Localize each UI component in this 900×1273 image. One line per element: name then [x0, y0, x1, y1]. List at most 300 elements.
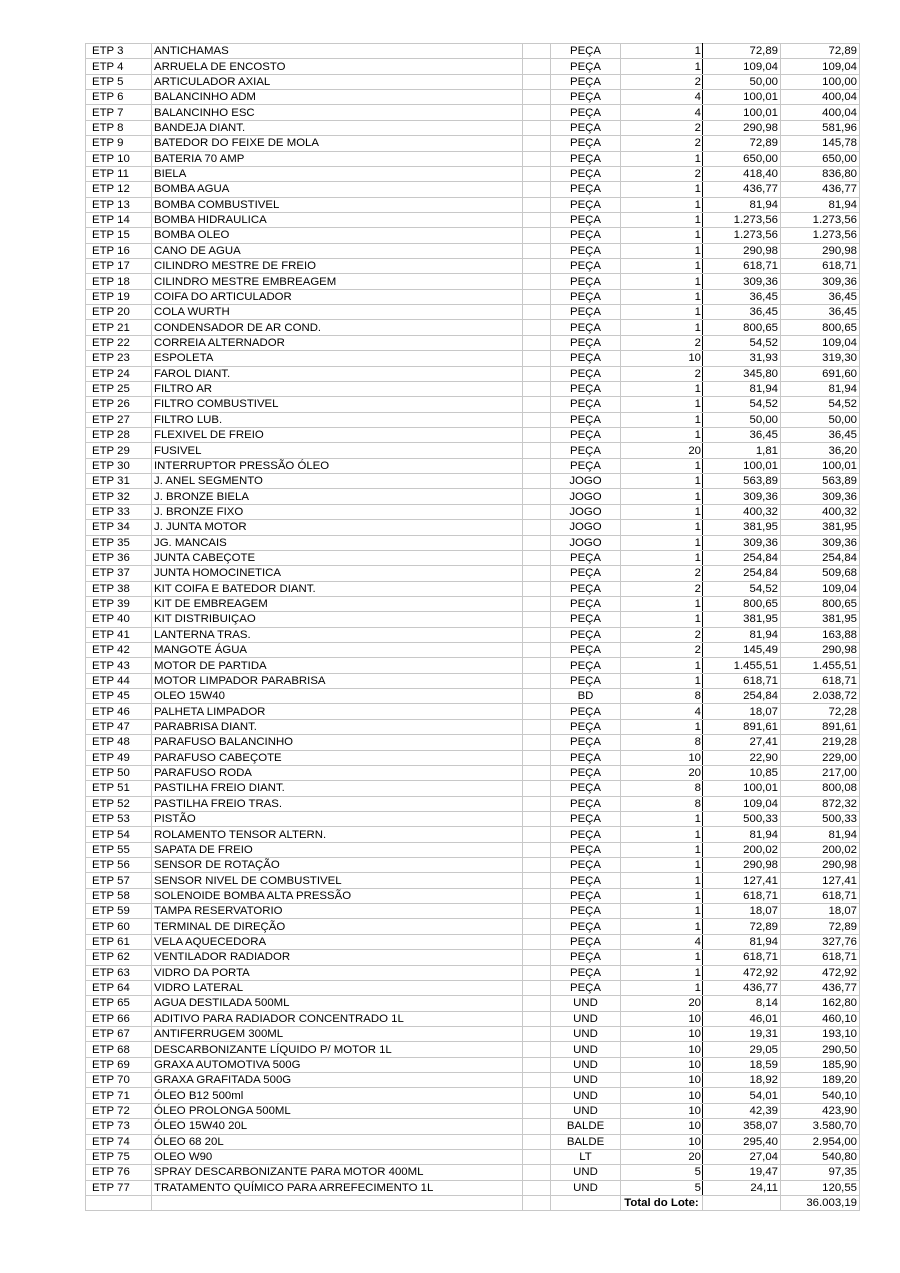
- item-unit-price: 81,94: [703, 197, 781, 212]
- item-code: ETP 75: [86, 1149, 152, 1164]
- item-unit: PEÇA: [551, 44, 621, 59]
- item-quantity: 1: [621, 980, 703, 995]
- item-unit: PEÇA: [551, 105, 621, 120]
- item-total: 290,98: [781, 858, 860, 873]
- blank-cell: [523, 735, 551, 750]
- item-code: ETP 7: [86, 105, 152, 120]
- item-unit-price: 27,41: [703, 735, 781, 750]
- item-unit-price: 290,98: [703, 243, 781, 258]
- item-total: 229,00: [781, 750, 860, 765]
- item-unit-price: 1.455,51: [703, 658, 781, 673]
- item-code: ETP 25: [86, 381, 152, 396]
- table-row: [86, 136, 860, 151]
- blank-cell: [523, 689, 551, 704]
- item-unit: PEÇA: [551, 858, 621, 873]
- item-total: 691,60: [781, 366, 860, 381]
- item-quantity: 1: [621, 520, 703, 535]
- table-row: [86, 458, 860, 473]
- table-row: [86, 888, 860, 903]
- item-unit: PEÇA: [551, 581, 621, 596]
- table-row: [86, 827, 860, 842]
- item-unit: JOGO: [551, 489, 621, 504]
- item-description: ÓLEO B12 500ml: [152, 1088, 523, 1103]
- item-total: 618,71: [781, 673, 860, 688]
- total-spacer: [86, 1195, 152, 1210]
- item-unit: PEÇA: [551, 335, 621, 350]
- item-quantity: 2: [621, 335, 703, 350]
- item-description: SAPATA DE FREIO: [152, 842, 523, 857]
- lot-items-table: [85, 43, 860, 1211]
- item-description: DESCARBONIZANTE LÍQUIDO P/ MOTOR 1L: [152, 1042, 523, 1057]
- item-total: 109,04: [781, 581, 860, 596]
- blank-cell: [523, 719, 551, 734]
- item-code: ETP 10: [86, 151, 152, 166]
- table-row: [86, 474, 860, 489]
- item-total: 127,41: [781, 873, 860, 888]
- item-unit: UND: [551, 1073, 621, 1088]
- item-code: ETP 34: [86, 520, 152, 535]
- table-row: [86, 1134, 860, 1149]
- table-row: [86, 305, 860, 320]
- item-quantity: 1: [621, 397, 703, 412]
- table-row: [86, 105, 860, 120]
- item-total: 36,45: [781, 305, 860, 320]
- table-row: [86, 197, 860, 212]
- item-description: VELA AQUECEDORA: [152, 934, 523, 949]
- table-row: [86, 166, 860, 181]
- item-description: BATEDOR DO FEIXE DE MOLA: [152, 136, 523, 151]
- table-row: [86, 59, 860, 74]
- table-row: [86, 873, 860, 888]
- item-unit-price: 100,01: [703, 105, 781, 120]
- item-quantity: 1: [621, 535, 703, 550]
- item-unit: PEÇA: [551, 904, 621, 919]
- table-row: [86, 704, 860, 719]
- item-description: J. ANEL SEGMENTO: [152, 474, 523, 489]
- item-unit: BALDE: [551, 1119, 621, 1134]
- item-description: J. BRONZE FIXO: [152, 504, 523, 519]
- item-total: 563,89: [781, 474, 860, 489]
- item-code: ETP 26: [86, 397, 152, 412]
- item-quantity: 1: [621, 612, 703, 627]
- item-unit-price: 800,65: [703, 596, 781, 611]
- item-unit: PEÇA: [551, 90, 621, 105]
- item-code: ETP 21: [86, 320, 152, 335]
- item-description: ANTIFERRUGEM 300ML: [152, 1027, 523, 1042]
- total-label: Total do Lote:: [621, 1195, 703, 1210]
- item-unit-price: 54,52: [703, 581, 781, 596]
- total-spacer: [523, 1195, 551, 1210]
- item-unit-price: 1.273,56: [703, 212, 781, 227]
- table-row: [86, 1149, 860, 1164]
- item-quantity: 1: [621, 197, 703, 212]
- item-unit: PEÇA: [551, 182, 621, 197]
- item-unit-price: 81,94: [703, 627, 781, 642]
- table-row: [86, 90, 860, 105]
- item-quantity: 2: [621, 566, 703, 581]
- item-unit: PEÇA: [551, 74, 621, 89]
- item-quantity: 1: [621, 489, 703, 504]
- blank-cell: [523, 873, 551, 888]
- blank-cell: [523, 366, 551, 381]
- item-quantity: 1: [621, 950, 703, 965]
- item-code: ETP 73: [86, 1119, 152, 1134]
- table-row: [86, 581, 860, 596]
- item-quantity: 20: [621, 996, 703, 1011]
- item-description: BALANCINHO ESC: [152, 105, 523, 120]
- table-row: [86, 274, 860, 289]
- item-quantity: 1: [621, 305, 703, 320]
- table-row: [86, 1103, 860, 1118]
- blank-cell: [523, 888, 551, 903]
- item-quantity: 10: [621, 750, 703, 765]
- item-code: ETP 23: [86, 351, 152, 366]
- item-unit: PEÇA: [551, 658, 621, 673]
- item-total: 500,33: [781, 811, 860, 826]
- item-unit-price: 109,04: [703, 59, 781, 74]
- item-description: FAROL DIANT.: [152, 366, 523, 381]
- item-code: ETP 45: [86, 689, 152, 704]
- item-total: 400,32: [781, 504, 860, 519]
- blank-cell: [523, 520, 551, 535]
- table-row: [86, 1027, 860, 1042]
- item-total: 81,94: [781, 381, 860, 396]
- item-unit-price: 72,89: [703, 44, 781, 59]
- item-code: ETP 39: [86, 596, 152, 611]
- blank-cell: [523, 658, 551, 673]
- item-unit-price: 8,14: [703, 996, 781, 1011]
- item-total: 540,10: [781, 1088, 860, 1103]
- item-description: FUSIVEL: [152, 443, 523, 458]
- item-unit: PEÇA: [551, 965, 621, 980]
- item-quantity: 1: [621, 965, 703, 980]
- item-unit: PEÇA: [551, 980, 621, 995]
- table-row: [86, 44, 860, 59]
- item-quantity: 10: [621, 1057, 703, 1072]
- item-unit-price: 1,81: [703, 443, 781, 458]
- item-total: 618,71: [781, 950, 860, 965]
- blank-cell: [523, 412, 551, 427]
- blank-cell: [523, 1042, 551, 1057]
- item-description: SENSOR NIVEL DE COMBUSTIVEL: [152, 873, 523, 888]
- item-code: ETP 12: [86, 182, 152, 197]
- item-unit-price: 29,05: [703, 1042, 781, 1057]
- blank-cell: [523, 1088, 551, 1103]
- item-total: 97,35: [781, 1165, 860, 1180]
- item-total: 509,68: [781, 566, 860, 581]
- item-unit: UND: [551, 1057, 621, 1072]
- item-total: 217,00: [781, 765, 860, 780]
- blank-cell: [523, 673, 551, 688]
- item-total: 400,04: [781, 105, 860, 120]
- table-row: [86, 1088, 860, 1103]
- blank-cell: [523, 1165, 551, 1180]
- blank-cell: [523, 59, 551, 74]
- item-unit: PEÇA: [551, 397, 621, 412]
- item-total: 1.273,56: [781, 212, 860, 227]
- table-row: [86, 228, 860, 243]
- item-code: ETP 4: [86, 59, 152, 74]
- blank-cell: [523, 950, 551, 965]
- item-total: 81,94: [781, 827, 860, 842]
- item-quantity: 1: [621, 550, 703, 565]
- item-unit-price: 290,98: [703, 858, 781, 873]
- item-total: 309,36: [781, 535, 860, 550]
- item-unit-price: 618,71: [703, 950, 781, 965]
- blank-cell: [523, 980, 551, 995]
- item-unit-price: 381,95: [703, 520, 781, 535]
- item-description: ADITIVO PARA RADIADOR CONCENTRADO 1L: [152, 1011, 523, 1026]
- item-description: BOMBA AGUA: [152, 182, 523, 197]
- blank-cell: [523, 443, 551, 458]
- item-total: 72,28: [781, 704, 860, 719]
- item-total: 2.038,72: [781, 689, 860, 704]
- blank-cell: [523, 796, 551, 811]
- item-total: 185,90: [781, 1057, 860, 1072]
- item-quantity: 1: [621, 827, 703, 842]
- item-code: ETP 20: [86, 305, 152, 320]
- item-total: 200,02: [781, 842, 860, 857]
- table-row: [86, 996, 860, 1011]
- item-quantity: 8: [621, 735, 703, 750]
- item-unit-price: 345,80: [703, 366, 781, 381]
- blank-cell: [523, 612, 551, 627]
- table-row: [86, 489, 860, 504]
- blank-cell: [523, 274, 551, 289]
- item-unit-price: 36,45: [703, 289, 781, 304]
- item-code: ETP 76: [86, 1165, 152, 1180]
- item-quantity: 1: [621, 59, 703, 74]
- item-unit-price: 472,92: [703, 965, 781, 980]
- table-row: [86, 151, 860, 166]
- blank-cell: [523, 965, 551, 980]
- item-description: PASTILHA FREIO TRAS.: [152, 796, 523, 811]
- item-code: ETP 57: [86, 873, 152, 888]
- item-total: 3.580,70: [781, 1119, 860, 1134]
- item-unit: PEÇA: [551, 596, 621, 611]
- item-quantity: 1: [621, 504, 703, 519]
- table-row: [86, 1011, 860, 1026]
- blank-cell: [523, 842, 551, 857]
- blank-cell: [523, 550, 551, 565]
- item-quantity: 8: [621, 689, 703, 704]
- blank-cell: [523, 704, 551, 719]
- item-total: 193,10: [781, 1027, 860, 1042]
- item-unit-price: 24,11: [703, 1180, 781, 1195]
- item-unit-price: 650,00: [703, 151, 781, 166]
- item-unit: PEÇA: [551, 458, 621, 473]
- item-unit-price: 36,45: [703, 427, 781, 442]
- item-unit-price: 309,36: [703, 535, 781, 550]
- item-unit-price: 50,00: [703, 74, 781, 89]
- item-code: ETP 64: [86, 980, 152, 995]
- item-code: ETP 55: [86, 842, 152, 857]
- item-code: ETP 49: [86, 750, 152, 765]
- item-code: ETP 14: [86, 212, 152, 227]
- item-description: JG. MANCAIS: [152, 535, 523, 550]
- item-total: 891,61: [781, 719, 860, 734]
- item-description: FILTRO COMBUSTIVEL: [152, 397, 523, 412]
- item-code: ETP 61: [86, 934, 152, 949]
- item-description: TAMPA RESERVATORIO: [152, 904, 523, 919]
- item-total: 72,89: [781, 44, 860, 59]
- item-unit-price: 1.273,56: [703, 228, 781, 243]
- table-row: [86, 566, 860, 581]
- item-code: ETP 53: [86, 811, 152, 826]
- item-quantity: 10: [621, 1103, 703, 1118]
- item-description: BATERIA 70 AMP: [152, 151, 523, 166]
- item-quantity: 1: [621, 888, 703, 903]
- table-row: [86, 904, 860, 919]
- item-unit: PEÇA: [551, 243, 621, 258]
- item-total: 472,92: [781, 965, 860, 980]
- item-quantity: 1: [621, 658, 703, 673]
- blank-cell: [523, 259, 551, 274]
- table-row: [86, 289, 860, 304]
- item-quantity: 1: [621, 259, 703, 274]
- item-unit: PEÇA: [551, 166, 621, 181]
- table-row: [86, 750, 860, 765]
- item-total: 436,77: [781, 980, 860, 995]
- item-unit: PEÇA: [551, 212, 621, 227]
- table-row: [86, 627, 860, 642]
- item-quantity: 10: [621, 1027, 703, 1042]
- item-code: ETP 31: [86, 474, 152, 489]
- item-unit-price: 81,94: [703, 381, 781, 396]
- item-description: ANTICHAMAS: [152, 44, 523, 59]
- item-unit: UND: [551, 1011, 621, 1026]
- table-row: [86, 1042, 860, 1057]
- item-unit-price: 254,84: [703, 566, 781, 581]
- item-quantity: 1: [621, 182, 703, 197]
- item-description: BALANCINHO ADM: [152, 90, 523, 105]
- item-code: ETP 77: [86, 1180, 152, 1195]
- item-unit: PEÇA: [551, 366, 621, 381]
- blank-cell: [523, 458, 551, 473]
- table-row: [86, 504, 860, 519]
- item-quantity: 1: [621, 243, 703, 258]
- item-unit: PEÇA: [551, 427, 621, 442]
- item-description: BOMBA HIDRAULICA: [152, 212, 523, 227]
- item-description: CONDENSADOR DE AR COND.: [152, 320, 523, 335]
- item-unit: UND: [551, 1088, 621, 1103]
- item-unit-price: 381,95: [703, 612, 781, 627]
- item-unit: UND: [551, 1103, 621, 1118]
- item-unit-price: 36,45: [703, 305, 781, 320]
- item-unit-price: 145,49: [703, 643, 781, 658]
- item-code: ETP 15: [86, 228, 152, 243]
- item-unit: PEÇA: [551, 811, 621, 826]
- item-total: 1.455,51: [781, 658, 860, 673]
- item-code: ETP 35: [86, 535, 152, 550]
- item-total: 309,36: [781, 489, 860, 504]
- table-row: [86, 781, 860, 796]
- item-unit-price: 72,89: [703, 136, 781, 151]
- item-code: ETP 8: [86, 120, 152, 135]
- blank-cell: [523, 1073, 551, 1088]
- item-quantity: 1: [621, 904, 703, 919]
- item-code: ETP 58: [86, 888, 152, 903]
- blank-cell: [523, 596, 551, 611]
- item-unit-price: 109,04: [703, 796, 781, 811]
- blank-cell: [523, 1149, 551, 1164]
- item-description: MOTOR LIMPADOR PARABRISA: [152, 673, 523, 688]
- item-total: 120,55: [781, 1180, 860, 1195]
- item-unit: PEÇA: [551, 151, 621, 166]
- item-description: BOMBA OLEO: [152, 228, 523, 243]
- blank-cell: [523, 74, 551, 89]
- item-code: ETP 41: [86, 627, 152, 642]
- item-unit-price: 254,84: [703, 550, 781, 565]
- table-row: [86, 320, 860, 335]
- item-description: JUNTA CABEÇOTE: [152, 550, 523, 565]
- item-description: GRAXA AUTOMOTIVA 500G: [152, 1057, 523, 1072]
- item-quantity: 8: [621, 796, 703, 811]
- item-quantity: 1: [621, 274, 703, 289]
- item-description: KIT DISTRIBUIÇAO: [152, 612, 523, 627]
- item-quantity: 1: [621, 474, 703, 489]
- item-code: ETP 5: [86, 74, 152, 89]
- table-row: [86, 1057, 860, 1072]
- item-total: 162,80: [781, 996, 860, 1011]
- item-unit-price: 19,31: [703, 1027, 781, 1042]
- blank-cell: [523, 44, 551, 59]
- item-unit: JOGO: [551, 504, 621, 519]
- item-total: 81,94: [781, 197, 860, 212]
- item-code: ETP 46: [86, 704, 152, 719]
- item-unit: UND: [551, 996, 621, 1011]
- item-code: ETP 48: [86, 735, 152, 750]
- item-quantity: 2: [621, 627, 703, 642]
- item-total: 872,32: [781, 796, 860, 811]
- item-description: CANO DE AGUA: [152, 243, 523, 258]
- item-code: ETP 52: [86, 796, 152, 811]
- item-unit: PEÇA: [551, 735, 621, 750]
- item-quantity: 10: [621, 1042, 703, 1057]
- table-row: [86, 381, 860, 396]
- blank-cell: [523, 397, 551, 412]
- item-unit-price: 290,98: [703, 120, 781, 135]
- table-row: [86, 842, 860, 857]
- blank-cell: [523, 381, 551, 396]
- blank-cell: [523, 197, 551, 212]
- item-code: ETP 40: [86, 612, 152, 627]
- item-quantity: 10: [621, 351, 703, 366]
- item-description: LANTERNA TRAS.: [152, 627, 523, 642]
- item-total: 327,76: [781, 934, 860, 949]
- item-unit-price: 100,01: [703, 90, 781, 105]
- blank-cell: [523, 827, 551, 842]
- blank-cell: [523, 427, 551, 442]
- item-description: TERMINAL DE DIREÇÃO: [152, 919, 523, 934]
- item-total: 381,95: [781, 520, 860, 535]
- item-quantity: 10: [621, 1011, 703, 1026]
- item-total: 100,01: [781, 458, 860, 473]
- blank-cell: [523, 351, 551, 366]
- item-description: MANGOTE ÁGUA: [152, 643, 523, 658]
- item-quantity: 2: [621, 581, 703, 596]
- item-code: ETP 33: [86, 504, 152, 519]
- item-total: 109,04: [781, 59, 860, 74]
- table-row: [86, 689, 860, 704]
- table-row: [86, 182, 860, 197]
- item-quantity: 4: [621, 90, 703, 105]
- table-row: [86, 1073, 860, 1088]
- table-row: [86, 120, 860, 135]
- item-quantity: 2: [621, 74, 703, 89]
- item-quantity: 1: [621, 811, 703, 826]
- item-description: GRAXA GRAFITADA 500G: [152, 1073, 523, 1088]
